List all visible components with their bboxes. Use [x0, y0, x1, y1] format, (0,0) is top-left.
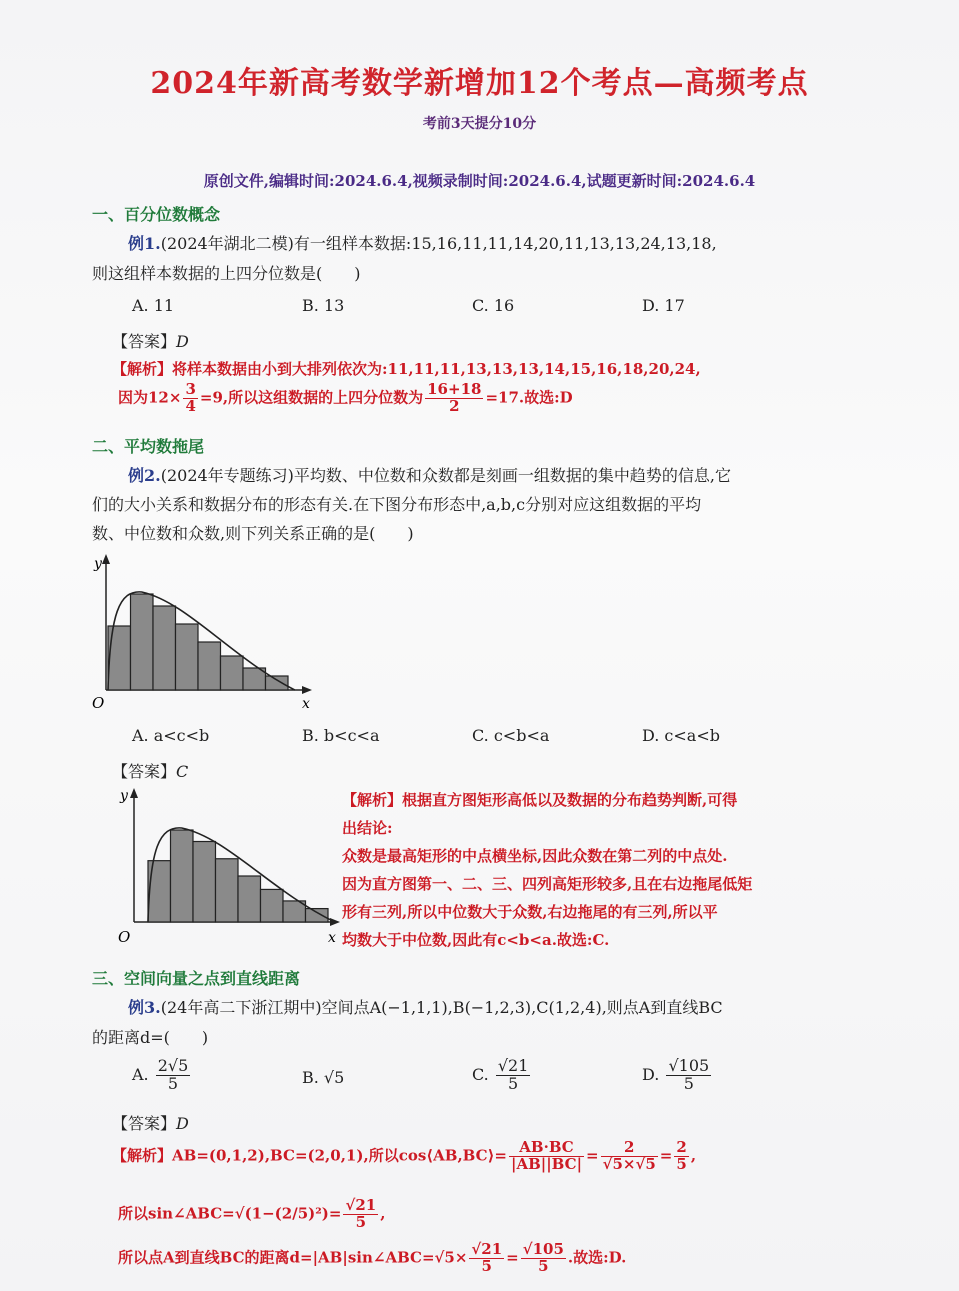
- example-2-label: 例2.: [128, 466, 161, 485]
- example-1-option-b: B. 13: [302, 296, 345, 315]
- x-axis-label: x: [302, 696, 310, 712]
- section-1-heading: 一、百分位数概念: [92, 205, 221, 224]
- histogram-bar-6: [261, 889, 284, 922]
- histogram-bar-2: [171, 830, 194, 922]
- example-2-option-a: A. a<c<b: [132, 726, 210, 745]
- example-3-label: 例3.: [128, 998, 161, 1017]
- histogram-bar-3: [153, 606, 176, 690]
- example-1-label: 例1.: [128, 234, 161, 253]
- example-3-question-line-1: 例3.(24年高二下浙江期中)空间点A(−1,1,1),B(−1,2,3),C(1,2,4),则点A到直线BC: [128, 998, 723, 1017]
- example-1-solution-line-1: 【解析】将样本数据由小到大排列依次为:11,11,11,13,13,13,14,15,16,18,20,24,: [112, 360, 701, 378]
- histogram-bar-2: [131, 594, 154, 690]
- example-3-option-a: A. $\frac{2√5}{5}$: [132, 1056, 189, 1093]
- histogram-bar-5: [238, 876, 261, 922]
- example-1-option-c: C. 16: [472, 296, 515, 315]
- x-axis-label: x: [328, 930, 336, 946]
- histogram-bar-4: [176, 624, 199, 690]
- histogram-bar-3: [193, 842, 216, 923]
- histogram-bar-8: [266, 676, 289, 690]
- example-3-answer: 【答案】D: [112, 1114, 189, 1133]
- example-3-option-b: B. √5: [302, 1068, 345, 1087]
- example-2-question-line-2: 们的大小关系和数据分布的形态有关.在下图分布形态中,a,b,c分别对应这组数据的平均: [92, 495, 702, 514]
- document-meta: 原创文件,编辑时间:2024.6.4,视频录制时间:2024.6.4,试题更新时间:2024.6.4: [203, 172, 756, 190]
- origin-label: O: [118, 928, 131, 946]
- example-2-solution-line-2: 出结论:: [342, 819, 393, 837]
- y-axis-label: y: [94, 556, 102, 572]
- section-2-heading: 二、平均数拖尾: [92, 437, 205, 456]
- example-3-solution-line-3: 所以点A到直线BC的距离d=|AB|sin∠ABC=√5× $\frac{√21}{5}$ = $\frac{√105}{5}$ .故选:D.: [118, 1240, 627, 1275]
- histogram-bar-4: [216, 859, 239, 922]
- example-2-solution-line-3: 众数是最高矩形的中点横坐标,因此众数在第二列的中点处.: [342, 847, 728, 865]
- example-2-question-line-1: 例2.(2024年专题练习)平均数、中位数和众数都是刻画一组数据的集中趋势的信息,它: [128, 466, 732, 485]
- example-1-option-d: D. 17: [642, 296, 685, 315]
- example-2-solution-line-5: 形有三列,所以中位数大于众数,右边拖尾的有三列,所以平: [342, 903, 718, 921]
- example-2-question-line-3: 数、中位数和众数,则下列关系正确的是( ): [92, 524, 414, 543]
- example-2-answer: 【答案】C: [112, 762, 189, 781]
- example-3-question-line-2: 的距离d=( ): [92, 1028, 209, 1047]
- example-2-option-b: B. b<c<a: [302, 726, 380, 745]
- page-title: 2024年新高考数学新增加12个考点—高频考点: [150, 66, 809, 101]
- histogram-bar-8: [306, 909, 329, 922]
- histogram-figure-1: [88, 550, 328, 715]
- example-2-solution-line-4: 因为直方图第一、二、三、四列高矩形较多,且在右边拖尾低矩: [342, 875, 753, 893]
- example-1-answer: 【答案】D: [112, 332, 189, 351]
- origin-label: O: [92, 694, 105, 712]
- example-1-option-a: A. 11: [132, 296, 175, 315]
- page-subtitle: 考前3天提分10分: [422, 116, 537, 132]
- example-1-question-line-2: 则这组样本数据的上四分位数是( ): [92, 264, 361, 283]
- histogram-figure-2: [110, 782, 350, 947]
- example-3-solution-line-2: 所以sin∠ABC=√(1−(2/5)²)= $\frac{√21}{5}$ ,: [118, 1196, 386, 1231]
- example-2-solution-line-6: 均数大于中位数,因此有c<b<a.故选:C.: [342, 931, 610, 949]
- example-2-option-c: C. c<b<a: [472, 726, 550, 745]
- example-1-question-line-1: 例1.(2024年湖北二模)有一组样本数据:15,16,11,11,14,20,11,13,13,24,13,18,: [128, 234, 717, 253]
- example-3-option-c: C. $\frac{√21}{5}$: [472, 1056, 529, 1093]
- example-2-solution-line-1: 【解析】根据直方图矩形高低以及数据的分布趋势判断,可得: [342, 791, 738, 809]
- section-3-heading: 三、空间向量之点到直线距离: [92, 969, 301, 988]
- example-2-option-d: D. c<a<b: [642, 726, 720, 745]
- y-axis-label: y: [120, 788, 128, 804]
- example-1-solution-line-2: 因为12× $\frac{3}{4}$ =9,所以这组数据的上四分位数为 $\frac{16+18}{2}$ =17.故选:D: [118, 380, 573, 415]
- example-3-option-d: D. $\frac{√105}{5}$: [642, 1056, 710, 1093]
- histogram-bar-6: [221, 656, 244, 690]
- example-3-solution-line-1: 【解析】AB=(0,1,2),BC=(2,0,1),所以cos⟨AB,BC⟩= $\frac{AB\cdot BC}{|AB||BC|}$ = $\frac{2}{√5\times√5}$ = $\frac{2}{5}$ ,: [112, 1138, 697, 1173]
- histogram-bar-5: [198, 642, 221, 690]
